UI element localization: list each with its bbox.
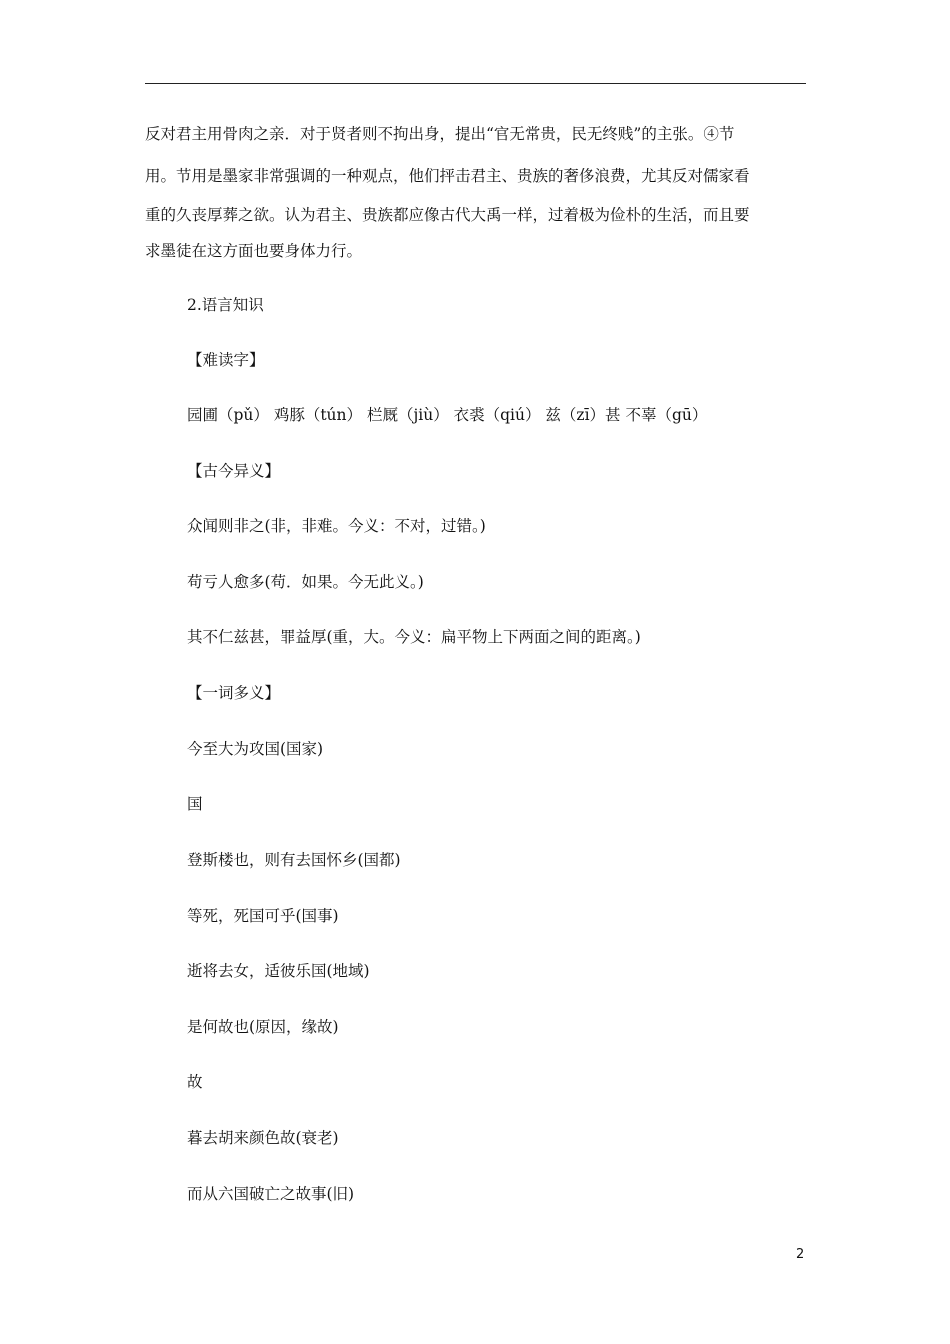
ancient-modern-item: 其不仁兹甚，罪益厚(重，大。今义：扁平物上下两面之间的距离。) — [187, 628, 641, 646]
ancient-modern-heading: 【古今异义】 — [187, 462, 281, 480]
difficult-chars-line: 园圃（pǔ） 鸡豚（tún） 栏厩（jiù） 衣裘（qiú） 兹（zī）甚 不辜（gū） — [187, 406, 708, 424]
ancient-modern-item: 众闻则非之(非，非难。今义：不对，过错。) — [187, 517, 486, 535]
intro-line: 求墨徒在这方面也要身体力行。 — [145, 242, 363, 260]
page-number: 2 — [796, 1247, 805, 1262]
difficult-chars-heading: 【难读字】 — [187, 351, 265, 369]
intro-line: 重的久丧厚葬之欲。认为君主、贵族都应像古代大禹一样，过着极为俭朴的生活，而且要 — [145, 206, 750, 224]
polysemy-item: 逝将去女，适彼乐国(地域) — [187, 962, 370, 980]
polysemy-char: 故 — [187, 1073, 203, 1091]
polysemy-item: 登斯楼也，则有去国怀乡(国都) — [187, 851, 401, 869]
section-heading: 2.语言知识 — [187, 296, 264, 314]
polysemy-item: 等死，死国可乎(国事) — [187, 907, 339, 925]
polysemy-item: 今至大为攻国(国家) — [187, 740, 324, 758]
intro-line: 用。节用是墨家非常强调的一种观点，他们抨击君主、贵族的奢侈浪费，尤其反对儒家看 — [145, 167, 750, 185]
ancient-modern-item: 苟亏人愈多(苟．如果。今无此义。) — [187, 573, 424, 591]
polysemy-heading: 【一词多义】 — [187, 684, 281, 702]
intro-line: 反对君主用骨肉之亲．对于贤者则不拘出身，提出“官无常贵，民无终贱”的主张。④节 — [145, 125, 735, 143]
polysemy-char: 国 — [187, 795, 203, 813]
polysemy-item: 暮去胡来颜色故(衰老) — [187, 1129, 339, 1147]
polysemy-item: 而从六国破亡之故事(旧) — [187, 1185, 355, 1203]
polysemy-item: 是何故也(原因，缘故) — [187, 1018, 339, 1036]
header-rule — [145, 83, 806, 84]
